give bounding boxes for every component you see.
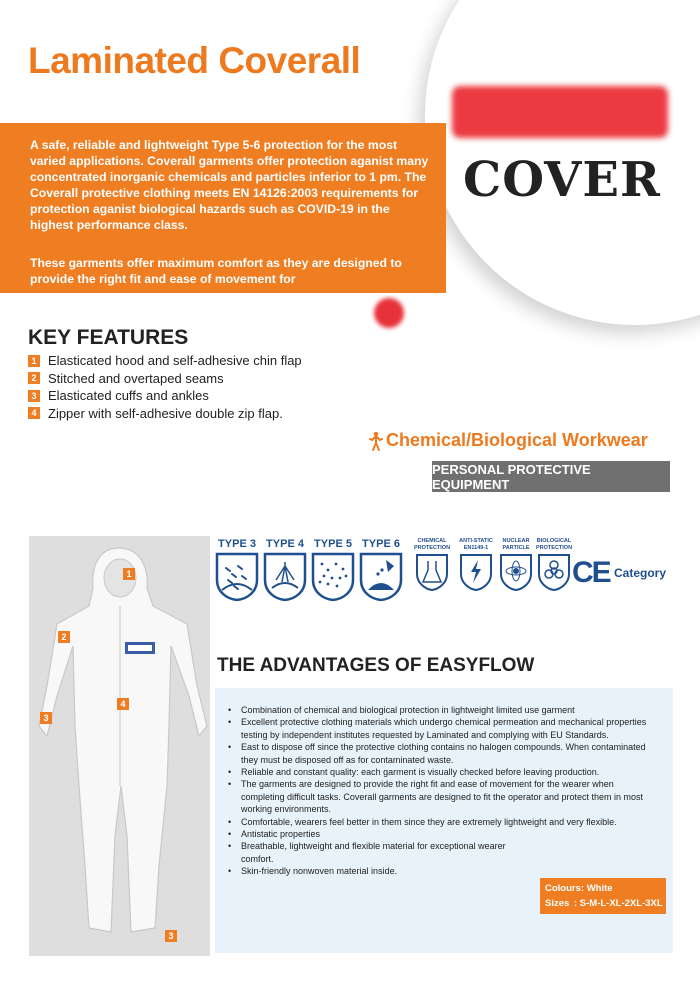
type5-shield-icon [310,550,356,602]
biological-label-1: BIOLOGICAL [536,538,572,544]
intro-panel [0,123,446,293]
type3-badge [214,538,260,607]
list-item: • Breathable, lightweight and flexible material for exceptional wearer comfort. [228,840,531,865]
biohazard-icon [537,552,571,592]
antistatic-bolt-icon [459,552,493,592]
type5-badge [310,538,356,607]
page-title: Laminated Coverall [28,40,361,81]
list-item [28,370,302,388]
garment-tag: 4 [117,698,129,710]
type6-badge [358,538,404,607]
ppe-banner: PERSONAL PROTECTIVE EQUIPMENT [432,461,670,492]
type6-label: TYPE 6 [362,538,400,550]
feature-number-badge: 1 [28,355,40,367]
garment-tag: 2 [58,631,70,643]
list-item: • The garments are designed to provide the right fit and ease of movement for the wearer when completing difficult tasks. Coverall garments are designed to fit the operator and protect them in most working environments. [228,778,658,815]
chemical-protection-badge [414,538,450,597]
list-item: • East to dispose off since the protective clothing contains no halogen compounds. When contaminated they must be disposed off as for contaminated waste. [228,741,658,766]
feature-text: Stitched and overtaped seams [48,370,224,386]
redacted-brand-block [452,86,668,138]
advantages-title: THE ADVANTAGES OF EASYFLOW [217,655,535,676]
type3-label: TYPE 3 [218,538,256,550]
feature-number-badge: 2 [28,372,40,384]
workwear-category [368,430,648,451]
list-item: • Excellent protective clothing materials which undergo chemical permeation and mechanical properties testing by independent institutes requested by Laminated and complying with EU Standards. [228,716,658,741]
list-item: • Skin-friendly nonwoven material inside. [228,865,658,877]
type6-shield-icon [358,550,404,602]
key-features-list [28,352,302,422]
biological-label-2: PROTECTION [536,545,573,551]
feature-text: Elasticated cuffs and ankles [48,388,209,404]
type5-label: TYPE 5 [314,538,352,550]
list-item [28,352,302,370]
garment-tag: 1 [123,568,135,580]
nuclear-label-2: PARTICLE [502,545,530,551]
nuclear-label-1: NUCLEAR [502,538,530,544]
advantages-list [228,704,658,878]
specs-box [540,878,666,914]
garment-tag: 3 [165,930,177,942]
antistatic-label-1: ANTI-STATIC [459,538,493,544]
chemical-label-1: CHEMICAL [417,538,447,544]
coverall-figure [29,536,210,956]
feature-text: Zipper with self-adhesive double zip flap. [48,405,283,421]
type4-shield-icon [262,550,308,602]
antistatic-label-2: EN1149-1 [463,545,489,551]
type4-label: TYPE 4 [266,538,304,550]
list-item: • Combination of chemical and biological protection in lightweight limited use garment [228,704,658,716]
sizes-value: : S-M-L-XL-2XL-3XL [574,898,663,909]
chemical-flask-icon [415,552,449,592]
colours-text: Colours: White [545,883,613,894]
workwear-category-label: Chemical/Biological Workwear [386,430,648,450]
intro-paragraph-2: These garments offer maximum comfort as they are designed to provide the right fit and ease of movement for [30,256,402,286]
red-dot [374,298,404,328]
key-features-title: KEY FEATURES [28,326,189,349]
feature-number-badge: 4 [28,407,40,419]
intro-paragraph-1: A safe, reliable and lightweight Type 5-6 protection for the most varied applications. Coverall garments offer protection aganist many concentrated inorganic chemicals and particles inferior to 1 pm. The Coverall protective clothing meets EN 14126:2003 requirements for protection aganist biological hazards such as COVID-19 in the highest performance class. [30,138,429,232]
list-item: • Reliable and constant quality: each garment is visually checked before leaving production. [228,766,658,778]
antistatic-badge [458,538,494,597]
category-label: Category [614,566,667,580]
worker-figure-icon [368,431,384,451]
type4-badge [262,538,308,607]
coverall-image [29,536,210,956]
list-item [28,387,302,405]
list-item: • Comfortable, wearers feel better in them since they are extremely lightweight and very flexible. [228,816,658,828]
sizes-label: Sizes [545,898,570,909]
ce-mark: CE [572,556,610,589]
feature-text: Elasticated hood and self-adhesive chin flap [48,353,302,369]
nuclear-particle-icon [499,552,533,592]
chemical-label-2: PROTECTION [414,545,451,551]
list-item [28,405,302,423]
list-item: • Antistatic properties [228,828,658,840]
feature-number-badge: 3 [28,390,40,402]
cover-word: COVER [463,152,661,208]
garment-tag: 3 [40,712,52,724]
nuclear-particle-badge [498,538,534,597]
biological-protection-badge [536,538,572,597]
type3-shield-icon [214,550,260,602]
